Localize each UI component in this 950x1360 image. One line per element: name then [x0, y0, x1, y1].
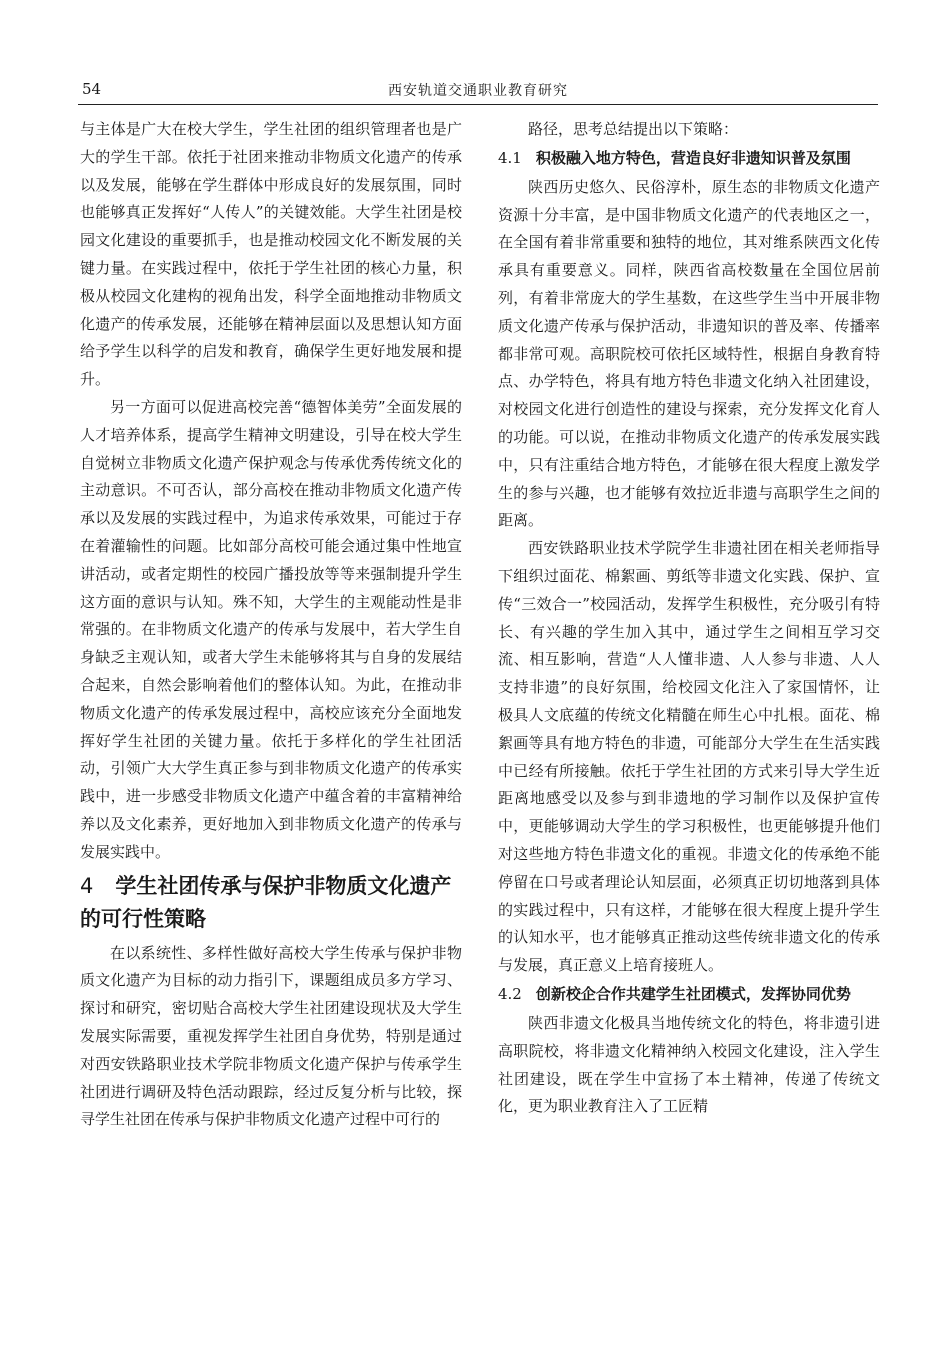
- paragraph: 西安铁路职业技术学院学生非遗社团在相关老师指导下组织过面花、棉絮画、剪纸等非遗文化实践、保护、宣传“三效合一”校园活动，发挥学生积极性，充分吸引有特长、有兴趣的学生加入其中，通过学生之间相互学习交流、相互影响，营造“人人懂非遗、人人参与非遗、人人支持非遗”的良好氛围，给校园文化注入了家国情怀，让极具人文底蕴的传统文化精髓在师生心中扎根。面花、棉絮画等具有地方特色的非遗，可能部分大学生在生活实践中已经有所接触。依托于学生社团的方式来引导大学生近距离地感受以及参与到非遗地的学习制作以及保护宣传中，更能够调动大学生的学习积极性，也更能够提升他们对这些地方特色非遗文化的重视。非遗文化的传承绝不能停留在口号或者理论认知层面，必须真正切切地落到具体的实践过程中，只有这样，才能够在很大程度上提升学生的认知水平，也才能够真正推动这些传统非遗文化的传承与发展，真正意义上培育接班人。: [498, 539, 880, 975]
- paragraph: 路径，思考总结提出以下策略：: [528, 120, 739, 138]
- subsection-heading: [498, 145, 880, 172]
- left-column: [80, 116, 462, 1134]
- paragraph: 在以系统性、多样性做好高校大学生传承与保护非物质文化遗产为目标的动力指引下，课题组成员多方学习、探讨和研究，密切贴合高校大学生社团建设现状及大学生发展实际需要，重视发挥学生社团自身优势，特别是通过对西安铁路职业技术学院非物质文化遗产保护与传承学生社团进行调研及特色活动跟踪，经过反复分析与比较，探寻学生社团在传承与保护非物质文化遗产过程中可行的: [80, 943, 462, 1129]
- header-rule: [78, 104, 878, 105]
- paragraph: 陕西非遗文化极具当地传统文化的特色，将非遗引进高职院校，将非遗文化精神纳入校园文化建设，注入学生社团建设，既在学生中宣扬了本土精神，传递了传统文化，更为职业教育注入了工匠精: [498, 1013, 880, 1116]
- paragraph: 陕西历史悠久、民俗淳朴，原生态的非物质文化遗产资源十分丰富，是中国非物质文化遗产的代表地区之一，在全国有着非常重要和独特的地位，其对维系陕西文化传承具有重要意义。同样，陕西省高校数量在全国位居前列，有着非常庞大的学生基数，在这些学生当中开展非物质文化遗产传承与保护活动，非遗知识的普及率、传播率都非常可观。高职院校可依托区域特性，根据自身教育特点、办学特色，将具有地方特色非遗文化纳入社团建设，对校园文化进行创造性的建设与探索，充分发挥文化育人的功能。可以说，在推动非物质文化遗产的传承发展实践中，只有注重结合地方特色，才能够在很大程度上激发学生的参与兴趣，也才能够有效拉近非遗与高职学生之间的距离。: [498, 177, 880, 530]
- journal-title: 西安轨道交通职业教育研究: [388, 83, 568, 99]
- section-heading: [80, 870, 462, 936]
- page-header: [78, 78, 878, 100]
- subsection-number: 4.1: [498, 148, 522, 167]
- section-title: 学生社团传承与保护非物质文化遗产的可行性策略: [80, 873, 452, 931]
- subsection-title: 创新校企合作共建学生社团模式，发挥协同优势: [535, 984, 851, 1003]
- section-number: 4: [80, 873, 94, 898]
- paragraph: 另一方面可以促进高校完善“德智体美劳”全面发展的人才培养体系，提高学生精神文明建设，引导在校大学生自觉树立非物质文化遗产保护观念与传承优秀传统文化的主动意识。不可否认，部分高校在推动非物质文化遗产传承以及发展的实践过程中，为追求传承效果，可能过于存在着灌输性的问题。比如部分高校可能会通过集中性地宣讲活动，或者定期性的校园广播投放等等来强制提升学生这方面的意识与认知。殊不知，大学生的主观能动性是非常强的。在非物质文化遗产的传承与发展中，若大学生自身缺乏主观认知，或者大学生未能够将其与自身的发展结合起来，自然会影响着他们的整体认知。为此，在推动非物质文化遗产的传承发展过程中，高校应该充分全面地发挥好学生社团的关键力量。依托于多样化的学生社团活动，引领广大大学生真正参与到非物质文化遗产的传承实践中，进一步感受非物质文化遗产中蕴含着的丰富精神给养以及文化素养，更好地加入到非物质文化遗产的传承与发展实践中。: [80, 397, 462, 861]
- subsection-number: 4.2: [498, 984, 522, 1003]
- paragraph: 与主体是广大在校大学生，学生社团的组织管理者也是广大的学生干部。依托于社团来推动非物质文化遗产的传承以及发展，能够在学生群体中形成良好的发展氛围，同时也能够真正发挥好“人传人”的关键效能。大学生社团是校园文化建设的重要抓手，也是推动校园文化不断发展的关键力量。在实践过程中，依托于学生社团的核心力量，积极从校园文化建构的视角出发，科学全面地推动非物质文化遗产的传承发展，还能够在精神层面以及思想认知方面给予学生以科学的启发和教育，确保学生更好地发展和提升。: [80, 120, 462, 389]
- subsection-heading: [498, 981, 880, 1008]
- page-number: 54: [82, 80, 102, 98]
- subsection-title: 积极融入地方特色，营造良好非遗知识普及氛围: [535, 148, 851, 167]
- right-column: [498, 116, 880, 1121]
